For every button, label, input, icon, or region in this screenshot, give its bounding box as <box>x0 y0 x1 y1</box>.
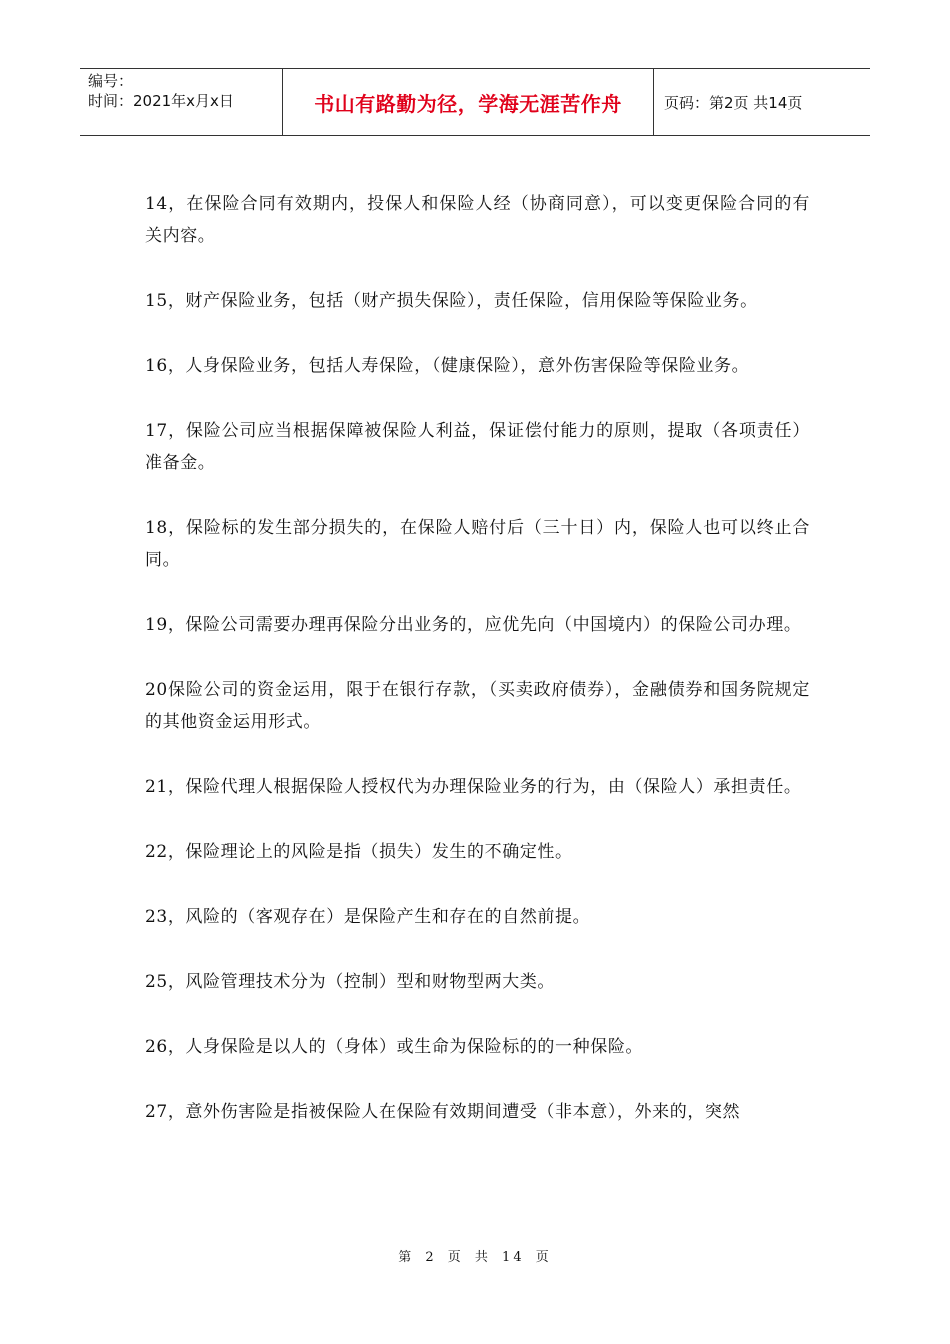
header-meta <box>80 69 282 135</box>
paragraph-15: 15，财产保险业务，包括（财产损失保险），责任保险，信用保险等保险业务。 <box>145 291 758 311</box>
paragraph-19: 19，保险公司需要办理再保险分出业务的，应优先向（中国境内）的保险公司办理。 <box>145 615 802 635</box>
paragraph-20: 20保险公司的资金运用，限于在银行存款，（买卖政府债券），金融债券和国务院规定的其他资金运用形式。 <box>145 680 810 732</box>
paragraph-27: 27，意外伤害险是指被保险人在保险有效期间遭受（非本意），外来的，突然 <box>145 1102 741 1122</box>
paragraph-26: 26，人身保险是以人的（身体）或生命为保险标的的一种保险。 <box>145 1037 644 1057</box>
header-page-info: 页码：第2页 共14页 <box>664 93 803 112</box>
document-header <box>80 68 870 136</box>
paragraph-23: 23，风险的（客观存在）是保险产生和存在的自然前提。 <box>145 907 591 927</box>
paragraph-14: 14，在保险合同有效期内，投保人和保险人经（协商同意），可以变更保险合同的有关内容。 <box>145 194 810 246</box>
paragraph-18: 18，保险标的发生部分损失的，在保险人赔付后（三十日）内，保险人也可以终止合同。 <box>145 518 810 570</box>
paragraph-21: 21，保险代理人根据保险人授权代为办理保险业务的行为，由（保险人）承担责任。 <box>145 777 802 797</box>
paragraph-16: 16，人身保险业务，包括人寿保险，（健康保险），意外伤害保险等保险业务。 <box>145 356 750 376</box>
paragraph-22: 22，保险理论上的风险是指（损失）发生的不确定性。 <box>145 842 573 862</box>
document-time-label: 时间：2021年x月x日 <box>88 92 234 110</box>
document-number-label: 编号： <box>88 72 134 90</box>
header-motto: 书山有路勤为径，学海无涯苦作舟 <box>282 69 654 135</box>
paragraph-25: 25，风险管理技术分为（控制）型和财物型两大类。 <box>145 972 556 992</box>
paragraph-17: 17，保险公司应当根据保障被保险人利益，保证偿付能力的原则，提取（各项责任）准备金。 <box>145 421 810 473</box>
document-body <box>145 188 810 1161</box>
page-footer: 第 2 页 共 14 页 <box>398 1250 552 1265</box>
